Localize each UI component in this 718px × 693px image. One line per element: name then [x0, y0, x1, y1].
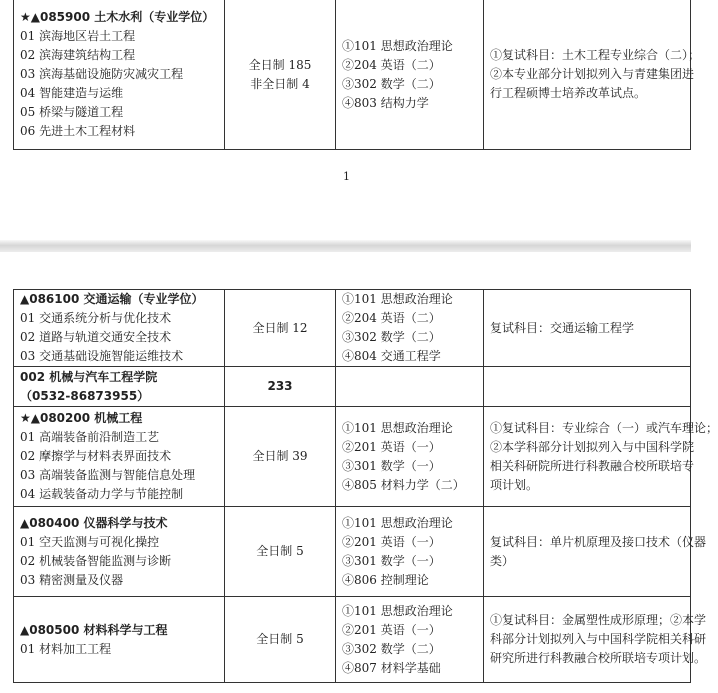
plan-fulltime: 全日制 5: [256, 544, 304, 558]
notes-line: ②本专业部分计划拟列入与青建集团进: [490, 67, 695, 81]
direction-item: 03 交通基础设施智能运维技术: [20, 349, 184, 363]
notes-line: 研究所进行科教融合校所联培专项计划。: [490, 651, 707, 665]
college-total-value: 233: [267, 379, 293, 393]
bottom-catalog-table: [13, 289, 718, 683]
table-row: [14, 507, 691, 597]
table-row: [14, 290, 691, 367]
direction-item: 01 空天监测与可视化操控: [20, 534, 160, 549]
exam-item: ①101 思想政治理论: [342, 38, 453, 53]
empty-cell: [484, 367, 691, 407]
direction-item: 05 桥梁与隧道工程: [20, 105, 124, 119]
exam-item: ③301 数学（一）: [342, 553, 441, 568]
exam-item: ②201 英语（一）: [342, 534, 441, 549]
plan-cell: [225, 597, 336, 683]
direction-item: 01 交通系统分析与优化技术: [20, 311, 172, 325]
plan-cell: [225, 507, 336, 597]
program-cell: [14, 0, 225, 150]
plan-parttime: 非全日制 4: [250, 76, 310, 91]
exam-item: ③301 数学（一）: [342, 458, 441, 473]
notes-cell: [484, 290, 691, 367]
exam-item: ①101 思想政治理论: [342, 515, 453, 530]
exam-cell: [336, 407, 484, 507]
direction-item: 01 高端装备前沿制造工艺: [20, 430, 160, 444]
notes-line: 项计划。: [490, 477, 539, 492]
exam-cell: [336, 0, 484, 150]
college-name: 002 机械与汽车工程学院: [20, 369, 158, 384]
table-row: [14, 0, 691, 150]
notes-line: ①复试科目：专业综合（一）或汽车理论；: [490, 420, 718, 435]
page-number: 1: [343, 170, 350, 183]
direction-item: 04 智能建造与运维: [20, 86, 124, 100]
exam-item: ④807 材料学基础: [342, 660, 441, 675]
college-cell: [14, 367, 225, 407]
notes-cell: [484, 407, 718, 507]
program-cell: [14, 507, 225, 597]
direction-item: 02 摩擦学与材料表界面技术: [20, 449, 172, 463]
exam-item: ③302 数学（二）: [342, 330, 441, 344]
exam-item: ①101 思想政治理论: [342, 292, 453, 306]
direction-item: 03 滨海基础设施防灾减灾工程: [20, 67, 184, 81]
program-cell: [14, 597, 225, 683]
exam-item: ②201 英语（一）: [342, 622, 441, 637]
plan-fulltime: 全日制 185: [248, 57, 312, 72]
notes-cell: [484, 597, 707, 683]
notes-line: 相关科研院所进行科教融合校所联培专: [490, 458, 695, 473]
program-cell: [14, 407, 225, 507]
plan-cell: [225, 0, 336, 150]
plan-cell: [225, 290, 336, 367]
exam-item: ②201 英语（一）: [342, 439, 441, 454]
exam-item: ①101 思想政治理论: [342, 420, 453, 435]
exam-item: ④803 结构力学: [342, 95, 429, 110]
exam-cell: [336, 597, 484, 683]
exam-item: ④806 控制理论: [342, 572, 429, 587]
exam-cell: [336, 290, 484, 367]
program-title: ▲080500 材料科学与工程: [20, 622, 168, 637]
plan-fulltime: 全日制 39: [252, 449, 308, 463]
notes-line: 类）: [490, 553, 515, 568]
program-cell: [14, 290, 225, 367]
notes-cell: [484, 507, 707, 597]
direction-item: 02 机械装备智能监测与诊断: [20, 553, 172, 568]
direction-item: 03 精密测量及仪器: [20, 572, 124, 587]
program-title: ▲086100 交通运输（专业学位）: [20, 292, 204, 306]
exam-item: ④804 交通工程学: [342, 349, 441, 363]
program-title: ★▲085900 土木水利（专业学位）: [20, 10, 215, 24]
top-catalog-table: [13, 0, 701, 150]
table-row: [14, 597, 691, 683]
direction-item: 01 材料加工工程: [20, 641, 112, 656]
direction-item: 03 高端装备监测与智能信息处理: [20, 468, 196, 482]
notes-line: ①复试科目：土木工程专业综合（二）；: [490, 48, 701, 62]
notes-cell: [484, 0, 701, 150]
empty-cell: [336, 367, 484, 407]
table-row: [14, 367, 691, 407]
college-phone: （0532-86873955）: [20, 388, 150, 403]
notes-line: 科部分计划拟列入与中国科学院相关科研: [490, 632, 707, 646]
plan-cell: [225, 407, 336, 507]
program-title: ▲080400 仪器科学与技术: [20, 515, 168, 530]
direction-item: 04 运载装备动力学与节能控制: [20, 487, 184, 501]
direction-item: 01 滨海地区岩土工程: [20, 29, 136, 43]
exam-item: ②204 英语（二）: [342, 57, 441, 72]
page-separator: [0, 240, 691, 252]
direction-item: 02 滨海建筑结构工程: [20, 48, 136, 62]
direction-item: 06 先进土木工程材料: [20, 124, 136, 138]
notes-line: ②本学科部分计划拟列入与中国科学院: [490, 439, 695, 454]
notes-line: 复试科目：单片机原理及接口技术（仪器: [490, 534, 707, 549]
exam-item: ②204 英语（二）: [342, 311, 441, 325]
program-title: ★▲080200 机械工程: [20, 411, 143, 425]
exam-item: ③302 数学（二）: [342, 76, 441, 91]
exam-cell: [336, 507, 484, 597]
college-total: [225, 367, 336, 407]
exam-item: ①101 思想政治理论: [342, 603, 453, 618]
exam-item: ③302 数学（二）: [342, 641, 441, 656]
plan-fulltime: 全日制 5: [256, 632, 304, 646]
exam-item: ④805 材料力学（二）: [342, 477, 465, 492]
table-row: [14, 407, 691, 507]
notes-line: 行工程硕博士培养改革试点。: [490, 86, 647, 100]
direction-item: 02 道路与轨道交通安全技术: [20, 330, 172, 344]
plan-fulltime: 全日制 12: [252, 320, 308, 335]
notes-line: ①复试科目：金属塑性成形原理；②本学: [490, 613, 707, 627]
notes-line: 复试科目：交通运输工程学: [490, 320, 635, 335]
